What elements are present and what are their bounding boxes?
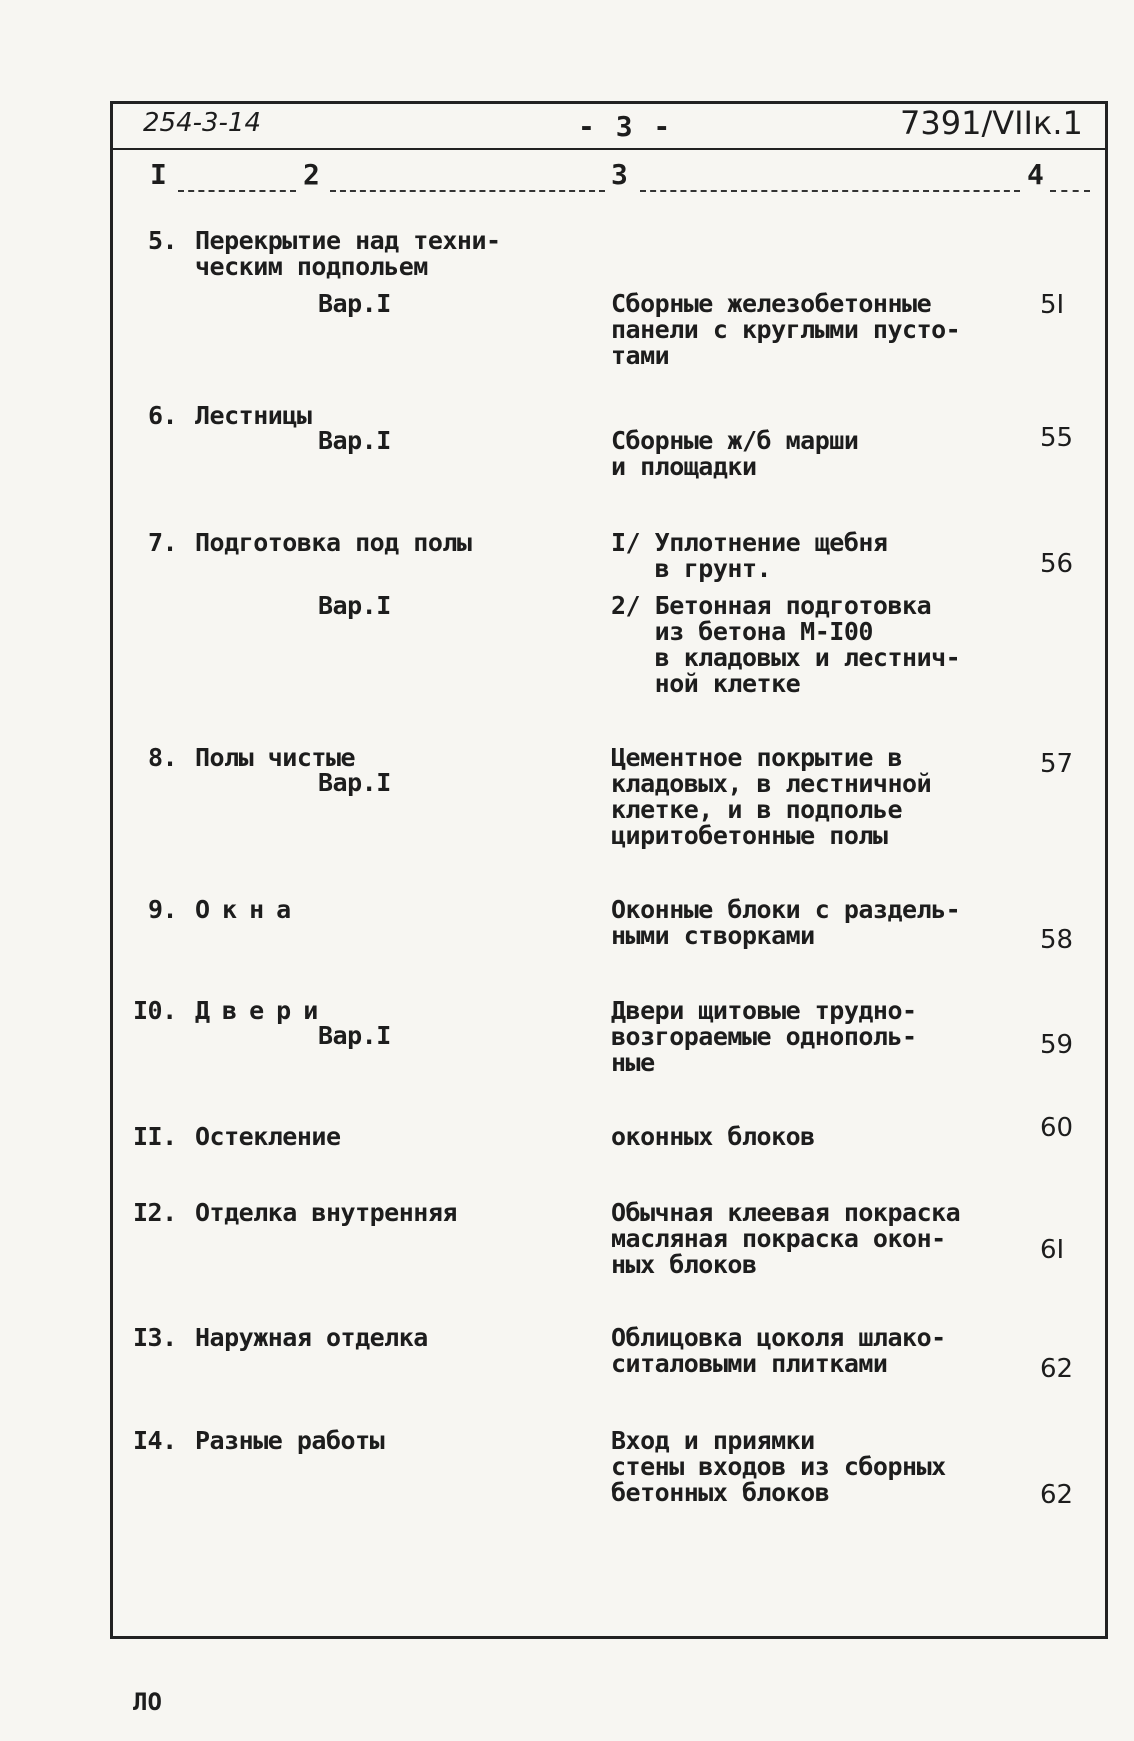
header-dash-line bbox=[640, 190, 1020, 192]
row-page: 58 bbox=[1040, 925, 1074, 955]
row-description: Сборные железобетонные панели с круглыми пусто- тами bbox=[611, 289, 961, 370]
row-page: 60 bbox=[1040, 1113, 1074, 1143]
header-divider bbox=[113, 148, 1105, 150]
row-description: Двери щитовые трудно- возгораемые однополь- ные bbox=[611, 996, 917, 1077]
row-title: Подготовка под полы bbox=[195, 528, 472, 557]
row-page: 55 bbox=[1040, 423, 1074, 453]
column-header-4: 4 bbox=[1027, 158, 1044, 191]
row-number: 5. bbox=[148, 226, 178, 255]
row-title: Лестницы bbox=[195, 401, 312, 430]
row-page: 5I bbox=[1040, 290, 1065, 320]
row-number: I4. bbox=[133, 1426, 177, 1455]
header-dash-line bbox=[178, 190, 296, 192]
row-number: II. bbox=[133, 1122, 177, 1151]
footer-mark: ЛО bbox=[133, 1688, 162, 1716]
row-title: Остекление bbox=[195, 1122, 341, 1151]
row-page: 56 bbox=[1040, 549, 1074, 579]
row-variant: Вар.I bbox=[318, 591, 391, 620]
row-description-part-1: I/ Уплотнение щебня в грунт. bbox=[611, 528, 888, 583]
row-page: 59 bbox=[1040, 1030, 1074, 1060]
row-variant: Вар.I bbox=[318, 1021, 391, 1050]
row-description: Цементное покрытие в кладовых, в лестничной клетке, и в подполье циритобетонные полы bbox=[611, 743, 932, 850]
header-dash-line bbox=[1050, 190, 1090, 192]
row-description: оконных блоков bbox=[611, 1122, 815, 1151]
row-number: 6. bbox=[148, 401, 178, 430]
header-dash-line bbox=[330, 190, 605, 192]
row-title: Перекрытие над техни- ческим подпольем bbox=[195, 226, 501, 281]
row-description-part-2: 2/ Бетонная подготовка из бетона М-I00 в кладовых и лестнич- ной клетке bbox=[611, 591, 961, 698]
row-number: 9. bbox=[148, 895, 178, 924]
column-header-3: 3 bbox=[611, 158, 628, 191]
row-page: 57 bbox=[1040, 749, 1074, 779]
row-number: I0. bbox=[133, 996, 177, 1025]
sheet-reference: 7391/VIIк.1 bbox=[900, 104, 1083, 142]
row-page: 62 bbox=[1040, 1480, 1074, 1510]
row-description: Оконные блоки с раздель- ными створками bbox=[611, 895, 961, 950]
row-variant: Вар.I bbox=[318, 289, 391, 318]
row-variant: Вар.I bbox=[318, 768, 391, 797]
row-description: Обычная клеевая покраска масляная покраска окон- ных блоков bbox=[611, 1198, 961, 1279]
row-title: Разные работы bbox=[195, 1426, 385, 1455]
document-code: 254-3-14 bbox=[143, 108, 262, 138]
row-title: Полы чистые bbox=[195, 743, 356, 772]
row-title: Окна bbox=[195, 895, 304, 924]
column-header-2: 2 bbox=[303, 158, 320, 191]
row-description: Облицовка цоколя шлако- ситаловыми плитками bbox=[611, 1323, 946, 1378]
row-variant: Вар.I bbox=[318, 426, 391, 455]
row-page: 6I bbox=[1040, 1235, 1065, 1265]
column-header-1: I bbox=[150, 158, 167, 191]
row-number: I3. bbox=[133, 1323, 177, 1352]
row-description: Вход и приямки стены входов из сборных бетонных блоков bbox=[611, 1426, 946, 1507]
row-page: 62 bbox=[1040, 1354, 1074, 1384]
row-number: 8. bbox=[148, 743, 178, 772]
row-title: Наружная отделка bbox=[195, 1323, 428, 1352]
row-number: 7. bbox=[148, 528, 178, 557]
row-number: I2. bbox=[133, 1198, 177, 1227]
row-description: Сборные ж/б марши и площадки bbox=[611, 426, 859, 481]
row-title: Двери bbox=[195, 996, 331, 1025]
row-title: Отделка внутренняя bbox=[195, 1198, 457, 1227]
page-number: - 3 - bbox=[578, 110, 673, 143]
